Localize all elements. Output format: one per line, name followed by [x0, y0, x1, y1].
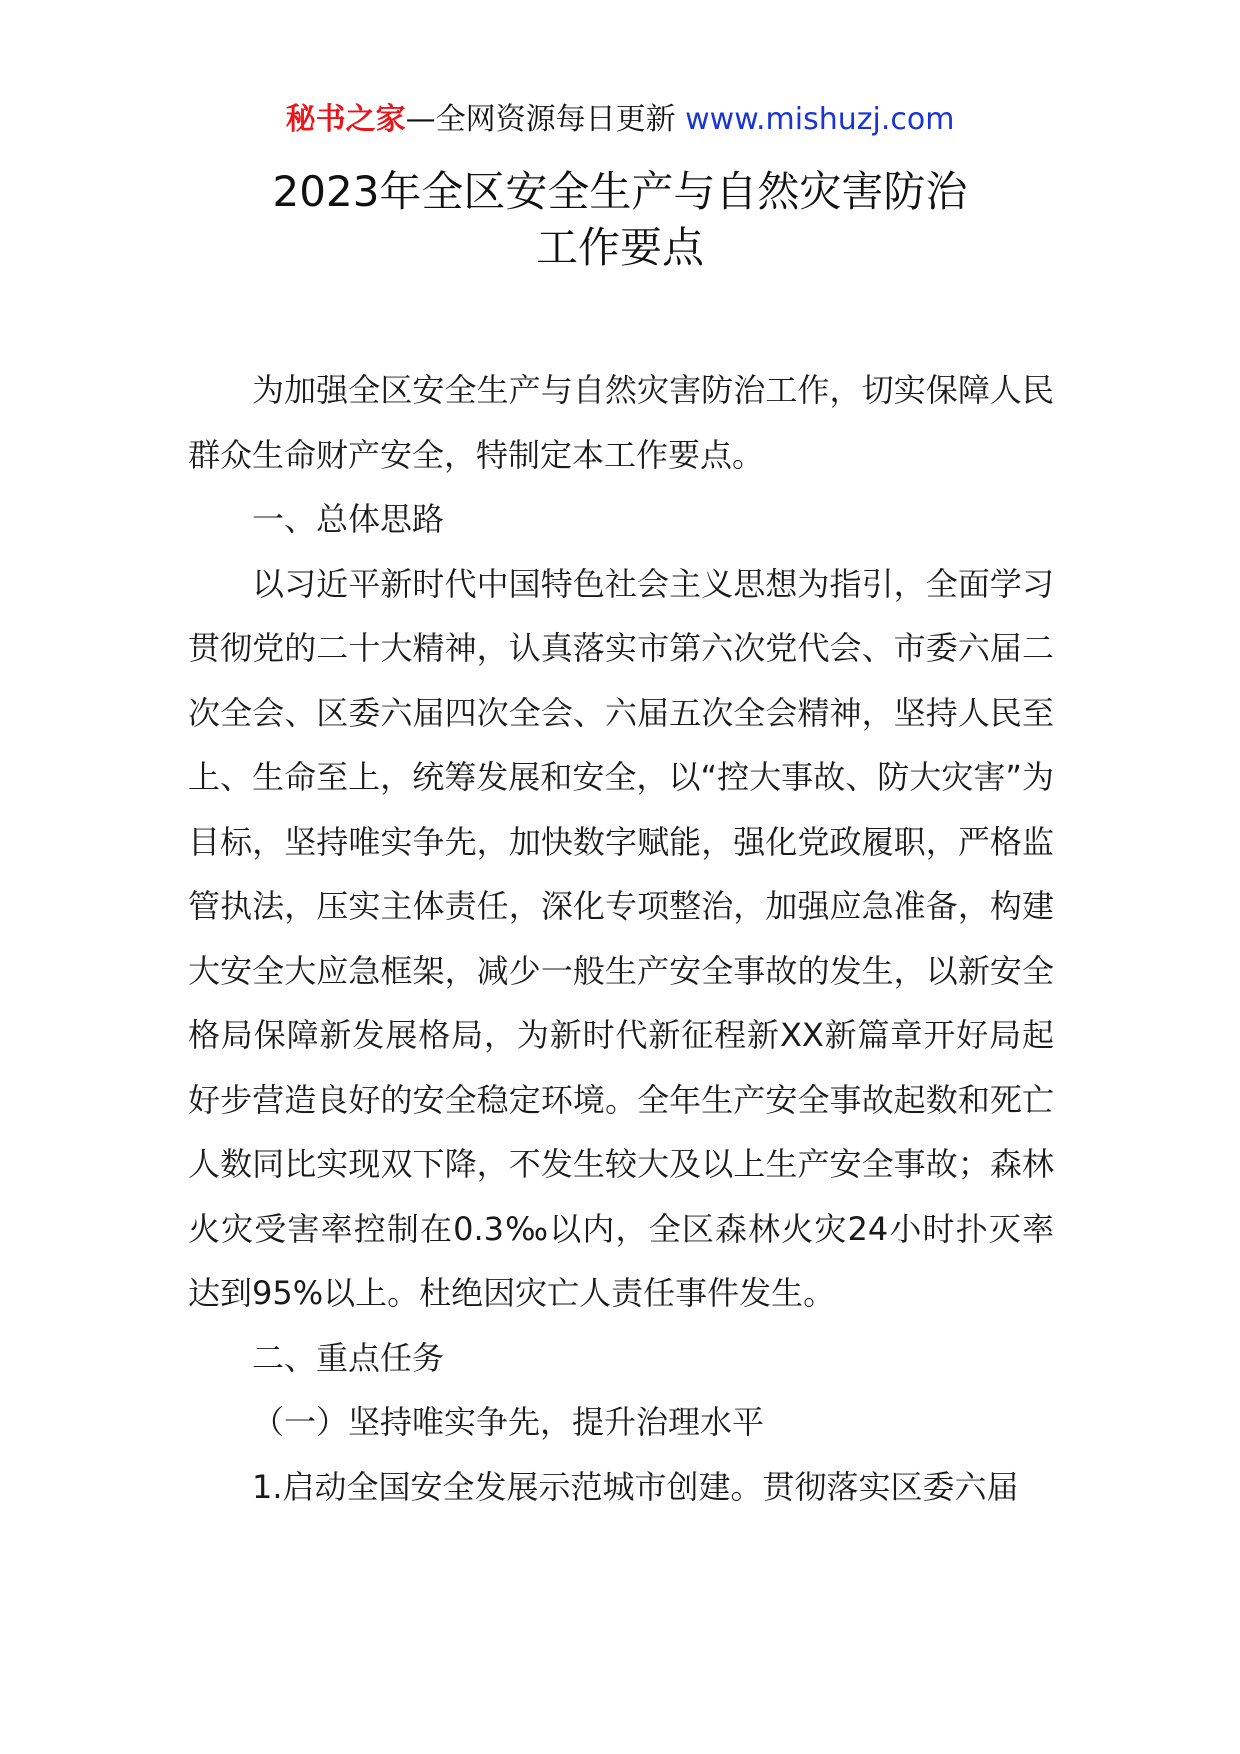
- section-heading-key-tasks: 二、重点任务: [252, 1338, 445, 1377]
- document-title: [0, 164, 1240, 276]
- banner-url[interactable]: www.mishuzj.com: [685, 102, 955, 137]
- subsection-heading-1: （一）坚持唯实争先，提升治理水平: [252, 1403, 765, 1441]
- title-line-2: 工作要点: [535, 223, 704, 272]
- intro-paragraph: 为加强全区安全生产与自然灾害防治工作，切实保障人民群众生命财产安全，特制定本工作要点。: [188, 371, 1054, 474]
- overall-approach-paragraph: 以习近平新时代中国特色社会主义思想为指引，全面学习贯彻党的二十大精神，认真落实市第六次党代会、市委六届二次全会、区委六届四次全会、六届五次全会精神，坚持人民至上、生命至上，统筹发展和安全，以“控大事故、防大灾害”为目标，坚持唯实争先，加快数字赋能，强化党政履职，严格监管执法，压实主体责任，深化专项整治，加强应急准备，构建大安全大应急框架，减少一般生产安全事故的发生，以新安全格局保障新发展格局，为新时代新征程新XX新篇章开好局起好步营造良好的安全稳定环境。全年生产安全事故起数和死亡人数同比实现双下降，不发生较大及以上生产安全事故；森林火灾受害率控制在0.3‰以内，全区森林火灾24小时扑灭率达到95%以上。杜绝因灾亡人责任事件发生。: [188, 564, 1054, 1312]
- title-line-1: 2023年全区安全生产与自然灾害防治: [272, 167, 968, 216]
- section-heading-overall-approach: 一、总体思路: [252, 500, 445, 538]
- task-item-1: 1.启动全国安全发展示范城市创建。贯彻落实区委六届: [252, 1467, 1019, 1506]
- banner-slogan: —全网资源每日更新: [405, 102, 676, 137]
- document-body: [188, 358, 1054, 1519]
- site-banner: [0, 100, 1240, 140]
- banner-brand: 秘书之家: [285, 102, 406, 137]
